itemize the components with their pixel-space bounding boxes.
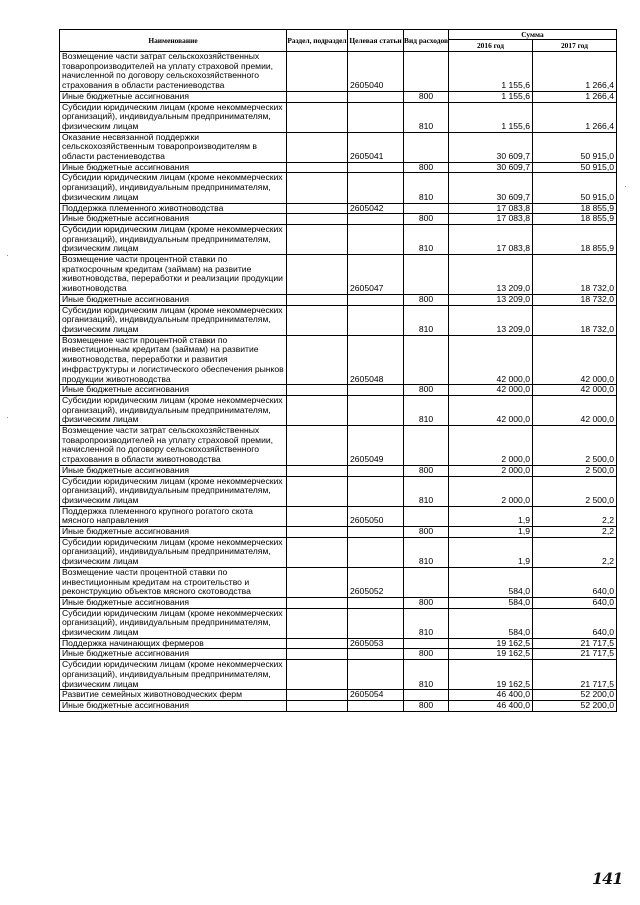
target-code-cell <box>348 597 404 608</box>
sum-2016-cell: 13 209,0 <box>449 305 533 335</box>
header-type: Вид расходов <box>404 30 449 52</box>
section-cell <box>287 102 348 132</box>
name-cell: Иные бюджетные ассигнования <box>60 162 287 173</box>
expense-type-cell: 810 <box>404 224 449 254</box>
table-row <box>60 305 617 335</box>
name-cell: Субсидии юридическим лицам (кроме некоммерческих организаций), индивидуальным предпринимателям, физическим лицам <box>60 476 287 506</box>
sum-2016-cell: 42 000,0 <box>449 335 533 385</box>
sum-2016-cell: 17 083,8 <box>449 214 533 225</box>
expense-type-cell: 810 <box>404 173 449 203</box>
target-code-cell: 2605049 <box>348 426 404 466</box>
expense-type-cell: 800 <box>404 701 449 712</box>
section-cell <box>287 426 348 466</box>
section-cell <box>287 132 348 162</box>
name-cell: Иные бюджетные ассигнования <box>60 527 287 538</box>
target-code-cell <box>348 224 404 254</box>
sum-2017-cell: 1 266,4 <box>533 52 617 92</box>
sum-2017-cell: 50 915,0 <box>533 132 617 162</box>
expense-type-cell <box>404 203 449 214</box>
sum-2017-cell: 2 500,0 <box>533 426 617 466</box>
sum-2016-cell: 1,9 <box>449 506 533 526</box>
table-row <box>60 224 617 254</box>
expense-type-cell: 810 <box>404 476 449 506</box>
table-row <box>60 255 617 295</box>
sum-2017-cell: 2,2 <box>533 506 617 526</box>
section-cell <box>287 660 348 690</box>
sum-2017-cell: 640,0 <box>533 567 617 597</box>
table-row <box>60 395 617 425</box>
sum-2016-cell: 17 083,8 <box>449 203 533 214</box>
expense-type-cell <box>404 426 449 466</box>
sum-2017-cell: 21 717,5 <box>533 638 617 649</box>
section-cell <box>287 701 348 712</box>
table-row <box>60 649 617 660</box>
sum-2017-cell: 2 500,0 <box>533 476 617 506</box>
sum-2016-cell: 42 000,0 <box>449 385 533 396</box>
sum-2016-cell: 1,9 <box>449 537 533 567</box>
section-cell <box>287 608 348 638</box>
scan-dot: · <box>6 412 9 422</box>
sum-2017-cell: 2 500,0 <box>533 465 617 476</box>
expense-type-cell: 800 <box>404 385 449 396</box>
section-cell <box>287 305 348 335</box>
table-row <box>60 294 617 305</box>
section-cell <box>287 214 348 225</box>
section-cell <box>287 385 348 396</box>
target-code-cell: 2605040 <box>348 52 404 92</box>
sum-2017-cell: 21 717,5 <box>533 649 617 660</box>
expense-type-cell: 800 <box>404 91 449 102</box>
table-row <box>60 527 617 538</box>
target-code-cell <box>348 91 404 102</box>
table-row <box>60 638 617 649</box>
name-cell: Иные бюджетные ассигнования <box>60 294 287 305</box>
sum-2017-cell: 18 855,9 <box>533 224 617 254</box>
sum-2016-cell: 17 083,8 <box>449 224 533 254</box>
name-cell: Субсидии юридическим лицам (кроме некоммерческих организаций), индивидуальным предпринимателям, физическим лицам <box>60 224 287 254</box>
target-code-cell <box>348 649 404 660</box>
table-row <box>60 537 617 567</box>
target-code-cell <box>348 476 404 506</box>
sum-2017-cell: 52 200,0 <box>533 701 617 712</box>
scan-dot: · <box>624 181 627 191</box>
target-code-cell: 2605053 <box>348 638 404 649</box>
sum-2017-cell: 640,0 <box>533 608 617 638</box>
sum-2016-cell: 19 162,5 <box>449 660 533 690</box>
table-row <box>60 173 617 203</box>
table-row <box>60 465 617 476</box>
target-code-cell <box>348 537 404 567</box>
expense-type-cell: 800 <box>404 649 449 660</box>
target-code-cell: 2605050 <box>348 506 404 526</box>
section-cell <box>287 690 348 701</box>
sum-2016-cell: 1 155,6 <box>449 52 533 92</box>
name-cell: Иные бюджетные ассигнования <box>60 385 287 396</box>
section-cell <box>287 465 348 476</box>
header-name: Наименование <box>60 30 287 52</box>
sum-2017-cell: 18 732,0 <box>533 294 617 305</box>
scan-dot: · <box>6 250 9 260</box>
sum-2016-cell: 19 162,5 <box>449 649 533 660</box>
sum-2016-cell: 2 000,0 <box>449 426 533 466</box>
name-cell: Субсидии юридическим лицам (кроме некоммерческих организаций), индивидуальным предпринимателям, физическим лицам <box>60 608 287 638</box>
sum-2016-cell: 2 000,0 <box>449 476 533 506</box>
target-code-cell: 2605054 <box>348 690 404 701</box>
target-code-cell <box>348 660 404 690</box>
sum-2017-cell: 42 000,0 <box>533 395 617 425</box>
target-code-cell <box>348 102 404 132</box>
sum-2016-cell: 2 000,0 <box>449 465 533 476</box>
target-code-cell <box>348 701 404 712</box>
section-cell <box>287 294 348 305</box>
expense-type-cell: 800 <box>404 597 449 608</box>
sum-2016-cell: 46 400,0 <box>449 690 533 701</box>
expense-type-cell <box>404 255 449 295</box>
name-cell: Субсидии юридическим лицам (кроме некоммерческих организаций), индивидуальным предпринимателям, физическим лицам <box>60 102 287 132</box>
table-row <box>60 506 617 526</box>
name-cell: Поддержка начинающих фермеров <box>60 638 287 649</box>
page-number: 141 <box>592 869 623 888</box>
sum-2016-cell: 30 609,7 <box>449 162 533 173</box>
sum-2017-cell: 1 266,4 <box>533 102 617 132</box>
sum-2016-cell: 1,9 <box>449 527 533 538</box>
expense-type-cell: 810 <box>404 395 449 425</box>
name-cell: Возмещение части затрат сельскохозяйственных товаропроизводителей на уплату страховой премии, начисленной по договору сельскохозяйственного страхования в области животноводства <box>60 426 287 466</box>
section-cell <box>287 597 348 608</box>
header-year-2016: 2016 год <box>449 40 533 52</box>
table-row <box>60 203 617 214</box>
table-header <box>60 30 617 52</box>
name-cell: Субсидии юридическим лицам (кроме некоммерческих организаций), индивидуальным предпринимателям, физическим лицам <box>60 305 287 335</box>
sum-2017-cell: 42 000,0 <box>533 335 617 385</box>
section-cell <box>287 537 348 567</box>
table-row <box>60 660 617 690</box>
section-cell <box>287 255 348 295</box>
sum-2016-cell: 584,0 <box>449 567 533 597</box>
expense-type-cell <box>404 52 449 92</box>
table-row <box>60 132 617 162</box>
section-cell <box>287 649 348 660</box>
section-cell <box>287 638 348 649</box>
section-cell <box>287 335 348 385</box>
expense-type-cell <box>404 690 449 701</box>
expense-type-cell: 810 <box>404 102 449 132</box>
target-code-cell: 2605047 <box>348 255 404 295</box>
sum-2016-cell: 30 609,7 <box>449 173 533 203</box>
sum-2017-cell: 52 200,0 <box>533 690 617 701</box>
section-cell <box>287 527 348 538</box>
sum-2017-cell: 42 000,0 <box>533 385 617 396</box>
table-body <box>60 52 617 712</box>
name-cell: Иные бюджетные ассигнования <box>60 649 287 660</box>
expense-type-cell: 800 <box>404 162 449 173</box>
expense-type-cell: 810 <box>404 305 449 335</box>
table-row <box>60 335 617 385</box>
table-row <box>60 385 617 396</box>
table-row <box>60 476 617 506</box>
name-cell: Возмещение части затрат сельскохозяйственных товаропроизводителей на уплату страховой премии, начисленной по договору сельскохозяйственного страхования в области растениеводства <box>60 52 287 92</box>
name-cell: Иные бюджетные ассигнования <box>60 597 287 608</box>
header-year-2017: 2017 год <box>533 40 617 52</box>
expense-type-cell: 800 <box>404 214 449 225</box>
target-code-cell <box>348 395 404 425</box>
target-code-cell <box>348 608 404 638</box>
section-cell <box>287 52 348 92</box>
expense-type-cell <box>404 132 449 162</box>
target-code-cell <box>348 173 404 203</box>
expense-type-cell: 800 <box>404 465 449 476</box>
table-row <box>60 214 617 225</box>
name-cell: Поддержка племенного животноводства <box>60 203 287 214</box>
expense-type-cell <box>404 638 449 649</box>
section-cell <box>287 91 348 102</box>
table-row <box>60 162 617 173</box>
name-cell: Иные бюджетные ассигнования <box>60 91 287 102</box>
name-cell: Субсидии юридическим лицам (кроме некоммерческих организаций), индивидуальным предпринимателям, физическим лицам <box>60 660 287 690</box>
target-code-cell: 2605048 <box>348 335 404 385</box>
sum-2016-cell: 13 209,0 <box>449 294 533 305</box>
section-cell <box>287 162 348 173</box>
expense-type-cell <box>404 335 449 385</box>
name-cell: Иные бюджетные ассигнования <box>60 214 287 225</box>
table-row <box>60 701 617 712</box>
table-row <box>60 690 617 701</box>
target-code-cell: 2605041 <box>348 132 404 162</box>
name-cell: Возмещение части процентной ставки по краткосрочным кредитам (займам) на развитие животноводства, переработки и реализации продукции животноводства <box>60 255 287 295</box>
sum-2017-cell: 18 855,9 <box>533 214 617 225</box>
sum-2017-cell: 18 732,0 <box>533 255 617 295</box>
name-cell: Возмещение части процентной ставки по инвестиционным кредитам на строительство и реконструкцию объектов мясного скотоводства <box>60 567 287 597</box>
expense-type-cell <box>404 506 449 526</box>
sum-2016-cell: 584,0 <box>449 597 533 608</box>
target-code-cell <box>348 162 404 173</box>
sum-2017-cell: 2,2 <box>533 527 617 538</box>
section-cell <box>287 567 348 597</box>
table-row <box>60 91 617 102</box>
sum-2016-cell: 30 609,7 <box>449 132 533 162</box>
sum-2016-cell: 13 209,0 <box>449 255 533 295</box>
target-code-cell: 2605052 <box>348 567 404 597</box>
target-code-cell <box>348 385 404 396</box>
section-cell <box>287 506 348 526</box>
header-sum: Сумма <box>449 30 617 40</box>
sum-2017-cell: 640,0 <box>533 597 617 608</box>
sum-2016-cell: 1 155,6 <box>449 91 533 102</box>
budget-table <box>59 29 617 712</box>
header-section: Раздел, подраздел <box>287 30 348 52</box>
sum-2017-cell: 1 266,4 <box>533 91 617 102</box>
section-cell <box>287 476 348 506</box>
table-row <box>60 608 617 638</box>
name-cell: Иные бюджетные ассигнования <box>60 465 287 476</box>
target-code-cell <box>348 294 404 305</box>
sum-2016-cell: 42 000,0 <box>449 395 533 425</box>
name-cell: Оказание несвязанной поддержки сельскохозяйственным товаропроизводителям в области растениеводства <box>60 132 287 162</box>
section-cell <box>287 395 348 425</box>
header-target: Целевая статьи <box>348 30 404 52</box>
expense-type-cell: 800 <box>404 294 449 305</box>
expense-type-cell: 810 <box>404 660 449 690</box>
sum-2017-cell: 50 915,0 <box>533 173 617 203</box>
table-row <box>60 567 617 597</box>
name-cell: Поддержка племенного крупного рогатого скота мясного направления <box>60 506 287 526</box>
expense-type-cell <box>404 567 449 597</box>
table-row <box>60 102 617 132</box>
name-cell: Развитие семейных животноводческих ферм <box>60 690 287 701</box>
name-cell: Субсидии юридическим лицам (кроме некоммерческих организаций), индивидуальным предпринимателям, физическим лицам <box>60 173 287 203</box>
section-cell <box>287 173 348 203</box>
sum-2016-cell: 584,0 <box>449 608 533 638</box>
sum-2016-cell: 1 155,6 <box>449 102 533 132</box>
sum-2017-cell: 50 915,0 <box>533 162 617 173</box>
sum-2016-cell: 19 162,5 <box>449 638 533 649</box>
sum-2017-cell: 21 717,5 <box>533 660 617 690</box>
target-code-cell <box>348 214 404 225</box>
table-row <box>60 52 617 92</box>
name-cell: Субсидии юридическим лицам (кроме некоммерческих организаций), индивидуальным предпринимателям, физическим лицам <box>60 395 287 425</box>
section-cell <box>287 224 348 254</box>
sum-2016-cell: 46 400,0 <box>449 701 533 712</box>
section-cell <box>287 203 348 214</box>
target-code-cell <box>348 527 404 538</box>
name-cell: Возмещение части процентной ставки по инвестиционным кредитам (займам) на развитие животноводства, переработки и развития инфраструктуры и логистического обеспечения рынков продукции животноводства <box>60 335 287 385</box>
target-code-cell <box>348 465 404 476</box>
sum-2017-cell: 18 855,9 <box>533 203 617 214</box>
expense-type-cell: 800 <box>404 527 449 538</box>
sum-2017-cell: 2,2 <box>533 537 617 567</box>
table-row <box>60 597 617 608</box>
expense-type-cell: 810 <box>404 537 449 567</box>
target-code-cell: 2605042 <box>348 203 404 214</box>
name-cell: Субсидии юридическим лицам (кроме некоммерческих организаций), индивидуальным предпринимателям, физическим лицам <box>60 537 287 567</box>
table-row <box>60 426 617 466</box>
name-cell: Иные бюджетные ассигнования <box>60 701 287 712</box>
expense-type-cell: 810 <box>404 608 449 638</box>
sum-2017-cell: 18 732,0 <box>533 305 617 335</box>
target-code-cell <box>348 305 404 335</box>
